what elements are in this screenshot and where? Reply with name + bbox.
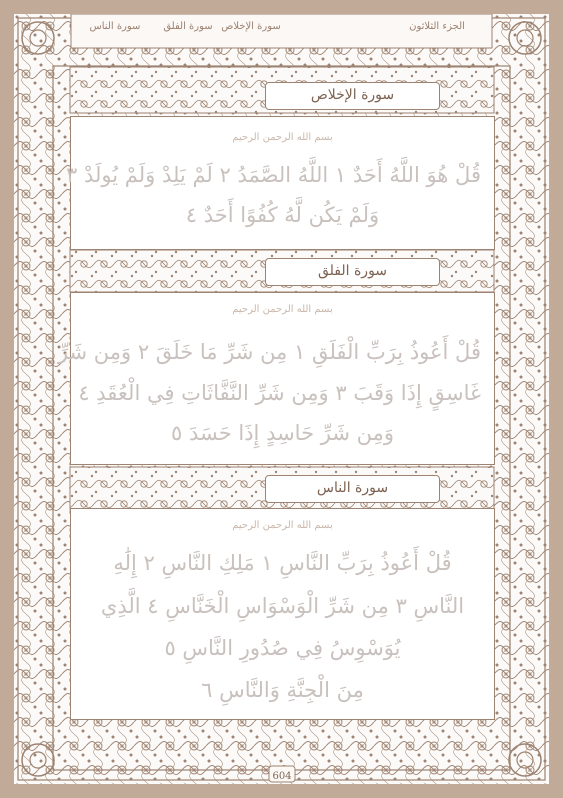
ayah-line: وَلَمْ يَكُن لَّهُ كُفُوًا أَحَدٌ ٤ [185, 203, 380, 227]
basmala: بسم الله الرحمن الرحيم [232, 304, 333, 315]
ayah-line: النَّاسِ ٣ مِن شَرِّ الْوَسْوَاسِ الْخَنَّاسِ ٤ الَّذِي [100, 594, 465, 618]
surah-title: سورة الإخلاص [265, 82, 440, 110]
header-surah-name: سورة الناس [89, 21, 141, 32]
ayah-line: غَاسِقٍ إِذَا وَقَبَ ٣ وَمِن شَرِّ النَّفَّاثَاتِ فِي الْعُقَدِ ٤ [78, 381, 481, 405]
header-surah-name: سورة الإخلاص [221, 21, 281, 32]
page-number: 604 [272, 771, 292, 782]
surah-title-band [70, 72, 495, 110]
ayah-line: قُلْ أَعُوذُ بِرَبِّ الْفَلَقِ ١ مِن شَرِّ مَا خَلَقَ ٢ وَمِن شَرِّ [57, 340, 481, 364]
juz-header: الجزء الثلاثون [409, 21, 465, 32]
ayah-line: يُوَسْوِسُ فِي صُدُورِ النَّاسِ ٥ [164, 636, 401, 660]
ayah-line: قُلْ أَعُوذُ بِرَبِّ النَّاسِ ١ مَلِكِ النَّاسِ ٢ إِلَٰهِ [113, 551, 452, 575]
basmala: بسم الله الرحمن الرحيم [232, 132, 333, 143]
basmala: بسم الله الرحمن الرحيم [232, 520, 333, 531]
surah-title-band [70, 467, 495, 505]
header-surah-name: سورة الفلق [163, 21, 213, 32]
ayah-line: قُلْ هُوَ اللَّهُ أَحَدٌ ١ اللَّهُ الصَّمَدُ ٢ لَمْ يَلِدْ وَلَمْ يُولَدْ ٣ [66, 163, 481, 187]
surah-title: سورة الفلق [265, 258, 440, 286]
surah-title-band [70, 250, 495, 288]
ayah-line: وَمِن شَرِّ حَاسِدٍ إِذَا حَسَدَ ٥ [171, 421, 394, 445]
surah-title: سورة الناس [265, 475, 440, 503]
ayah-line: مِنَ الْجِنَّةِ وَالنَّاسِ ٦ [201, 678, 364, 702]
